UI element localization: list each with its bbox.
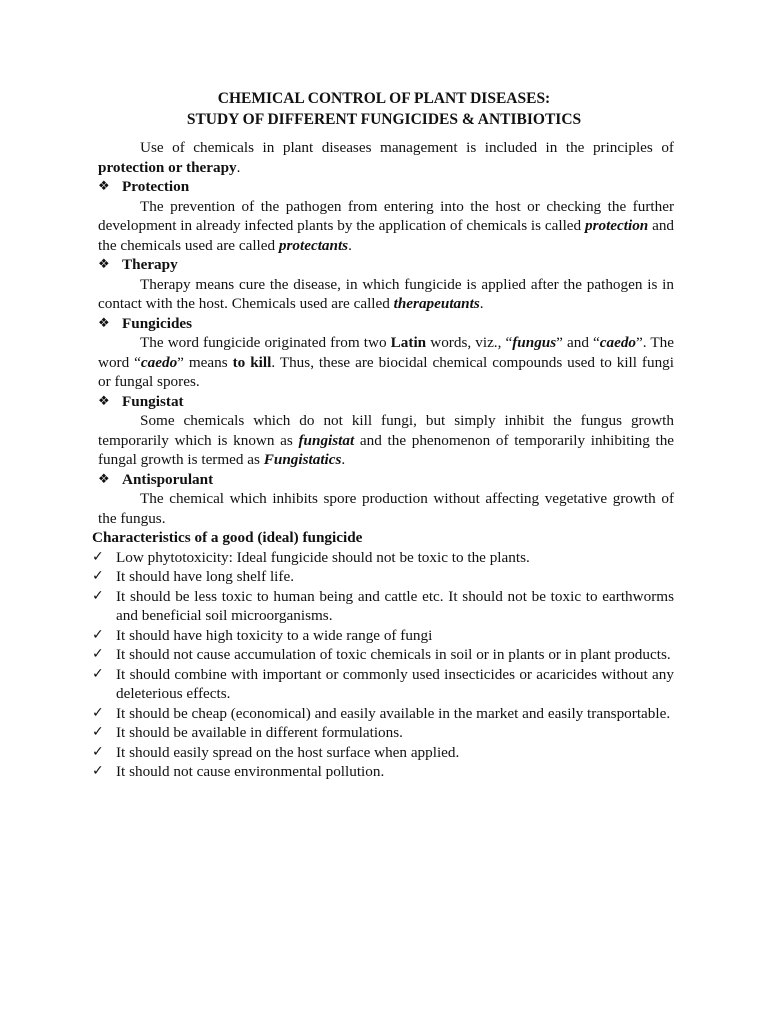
- therapy-end: .: [479, 295, 484, 312]
- checkmark-icon: ✓: [92, 568, 104, 584]
- list-item: [92, 743, 674, 763]
- caedo-term-1: caedo: [599, 334, 637, 351]
- fungistat-term: fungistat: [298, 431, 355, 449]
- list-item-text: It should combine with important or commonly used insecticides or acaricides without any deleterious effects.: [116, 665, 674, 702]
- fungicides-text-2: words, viz., “: [430, 334, 513, 351]
- intro-paragraph: [98, 138, 674, 177]
- checkmark-icon: ✓: [92, 704, 104, 721]
- list-item-text: It should not cause environmental pollution.: [116, 763, 385, 780]
- heading-antisporulant: [98, 470, 674, 490]
- heading-protection: [98, 177, 674, 197]
- list-item: [92, 645, 674, 665]
- protection-paragraph: [98, 197, 674, 256]
- intro-bold: protection or therapy: [98, 158, 237, 176]
- checkmark-icon: ✓: [92, 665, 104, 682]
- document-body: [92, 138, 675, 782]
- heading-therapy-label: Therapy: [122, 256, 178, 273]
- heading-protection-label: Protection: [122, 178, 190, 195]
- diamond-bullet-icon: ❖: [98, 315, 110, 331]
- list-item-text: Low phytotoxicity: Ideal fungicide should not be toxic to the plants.: [116, 548, 530, 566]
- diamond-bullet-icon: ❖: [98, 471, 110, 487]
- heading-antisporulant-label: Antisporulant: [122, 470, 214, 488]
- heading-therapy: [98, 255, 674, 275]
- title-line-1: CHEMICAL CONTROL OF PLANT DISEASES:: [217, 90, 551, 107]
- heading-characteristics: Characteristics of a good (ideal) fungicide: [92, 529, 363, 546]
- checkmark-icon: ✓: [92, 587, 104, 604]
- characteristics-list: [92, 548, 674, 782]
- heading-fungistat-label: Fungistat: [122, 392, 184, 410]
- fungus-term: fungus: [512, 334, 557, 351]
- protection-text-1: The prevention of the pathogen from entering into the host or checking the further development in already infected plants by the application of chemicals is called: [98, 197, 674, 234]
- list-item-text: It should have high toxicity to a wide range of fungi: [116, 626, 433, 644]
- protectants-term: protectants: [278, 236, 349, 254]
- list-item: [92, 665, 674, 704]
- list-item: [92, 626, 674, 646]
- diamond-bullet-icon: ❖: [98, 393, 110, 409]
- list-item: [92, 704, 674, 724]
- list-item: [92, 762, 674, 782]
- intro-end: .: [236, 158, 241, 176]
- title-line-2: STUDY OF DIFFERENT FUNGICIDES & ANTIBIOTICS: [186, 111, 582, 128]
- checkmark-icon: ✓: [92, 724, 104, 740]
- fungicides-text-3: ” and “: [556, 334, 600, 351]
- protection-end: .: [348, 236, 352, 254]
- therapeutants-term: therapeutants: [393, 295, 480, 312]
- fungistat-text-1: Some chemicals which do not kill fungi, but simply inhibit the fungus growth temporarily which is known as: [98, 412, 674, 449]
- latin-term: Latin: [390, 334, 427, 351]
- heading-fungicides: [98, 314, 674, 334]
- protection-term: protection: [584, 217, 649, 234]
- fungicides-text-4: ”. The word “: [98, 334, 675, 371]
- fungistat-end: .: [341, 451, 346, 468]
- list-item: [92, 587, 674, 626]
- list-item-text: It should be available in different formulations.: [116, 724, 403, 741]
- fungicides-text-6: . Thus, these are biocidal chemical compounds used to kill fungi or fungal spores.: [98, 353, 674, 390]
- list-item-text: It should easily spread on the host surface when applied.: [116, 743, 460, 761]
- therapy-text: Therapy means cure the disease, in which fungicide is applied after the pathogen is in contact with the host. Chemicals used are called: [98, 275, 674, 312]
- page-title: [0, 88, 768, 130]
- list-item-text: It should be cheap (economical) and easily available in the market and easily transportable.: [116, 704, 671, 722]
- fungicides-text-5: ” means: [177, 353, 228, 371]
- fungistat-paragraph: [98, 411, 674, 470]
- list-item-text: It should be less toxic to human being and cattle etc. It should not be toxic to earthworms and beneficial soil microorganisms.: [116, 587, 674, 624]
- list-item: [92, 548, 674, 568]
- fungistat-text-2: and the phenomenon of temporarily inhibiting the fungal growth is termed as: [98, 431, 675, 468]
- checkmark-icon: ✓: [92, 548, 104, 565]
- list-item: [92, 723, 674, 743]
- checkmark-icon: ✓: [92, 626, 104, 643]
- protection-text-2: and the chemicals used are called: [98, 217, 675, 254]
- checkmark-icon: ✓: [92, 763, 104, 779]
- heading-fungistat: [98, 392, 674, 412]
- checkmark-icon: ✓: [92, 743, 104, 760]
- to-kill-term: to kill: [232, 353, 272, 371]
- list-item-text: It should have long shelf life.: [116, 568, 294, 585]
- therapy-paragraph: [98, 275, 674, 314]
- heading-fungicides-label: Fungicides: [122, 314, 193, 332]
- list-item-text: It should not cause accumulation of toxic chemicals in soil or in plants or in plant products.: [116, 646, 671, 663]
- caedo-term-2: caedo: [140, 353, 178, 371]
- list-item: [92, 567, 674, 587]
- fungicides-text-1: The word fungicide originated from two: [140, 334, 387, 351]
- intro-text: Use of chemicals in plant diseases management is included in the principles of: [140, 139, 674, 156]
- fungistatics-term: Fungistatics: [263, 451, 342, 468]
- fungicides-paragraph: [98, 333, 674, 392]
- antisporulant-paragraph: [98, 489, 674, 528]
- antisporulant-text: The chemical which inhibits spore production without affecting vegetative growth of the fungus.: [98, 490, 674, 527]
- diamond-bullet-icon: ❖: [98, 179, 110, 194]
- diamond-bullet-icon: ❖: [98, 257, 110, 272]
- checkmark-icon: ✓: [92, 646, 104, 662]
